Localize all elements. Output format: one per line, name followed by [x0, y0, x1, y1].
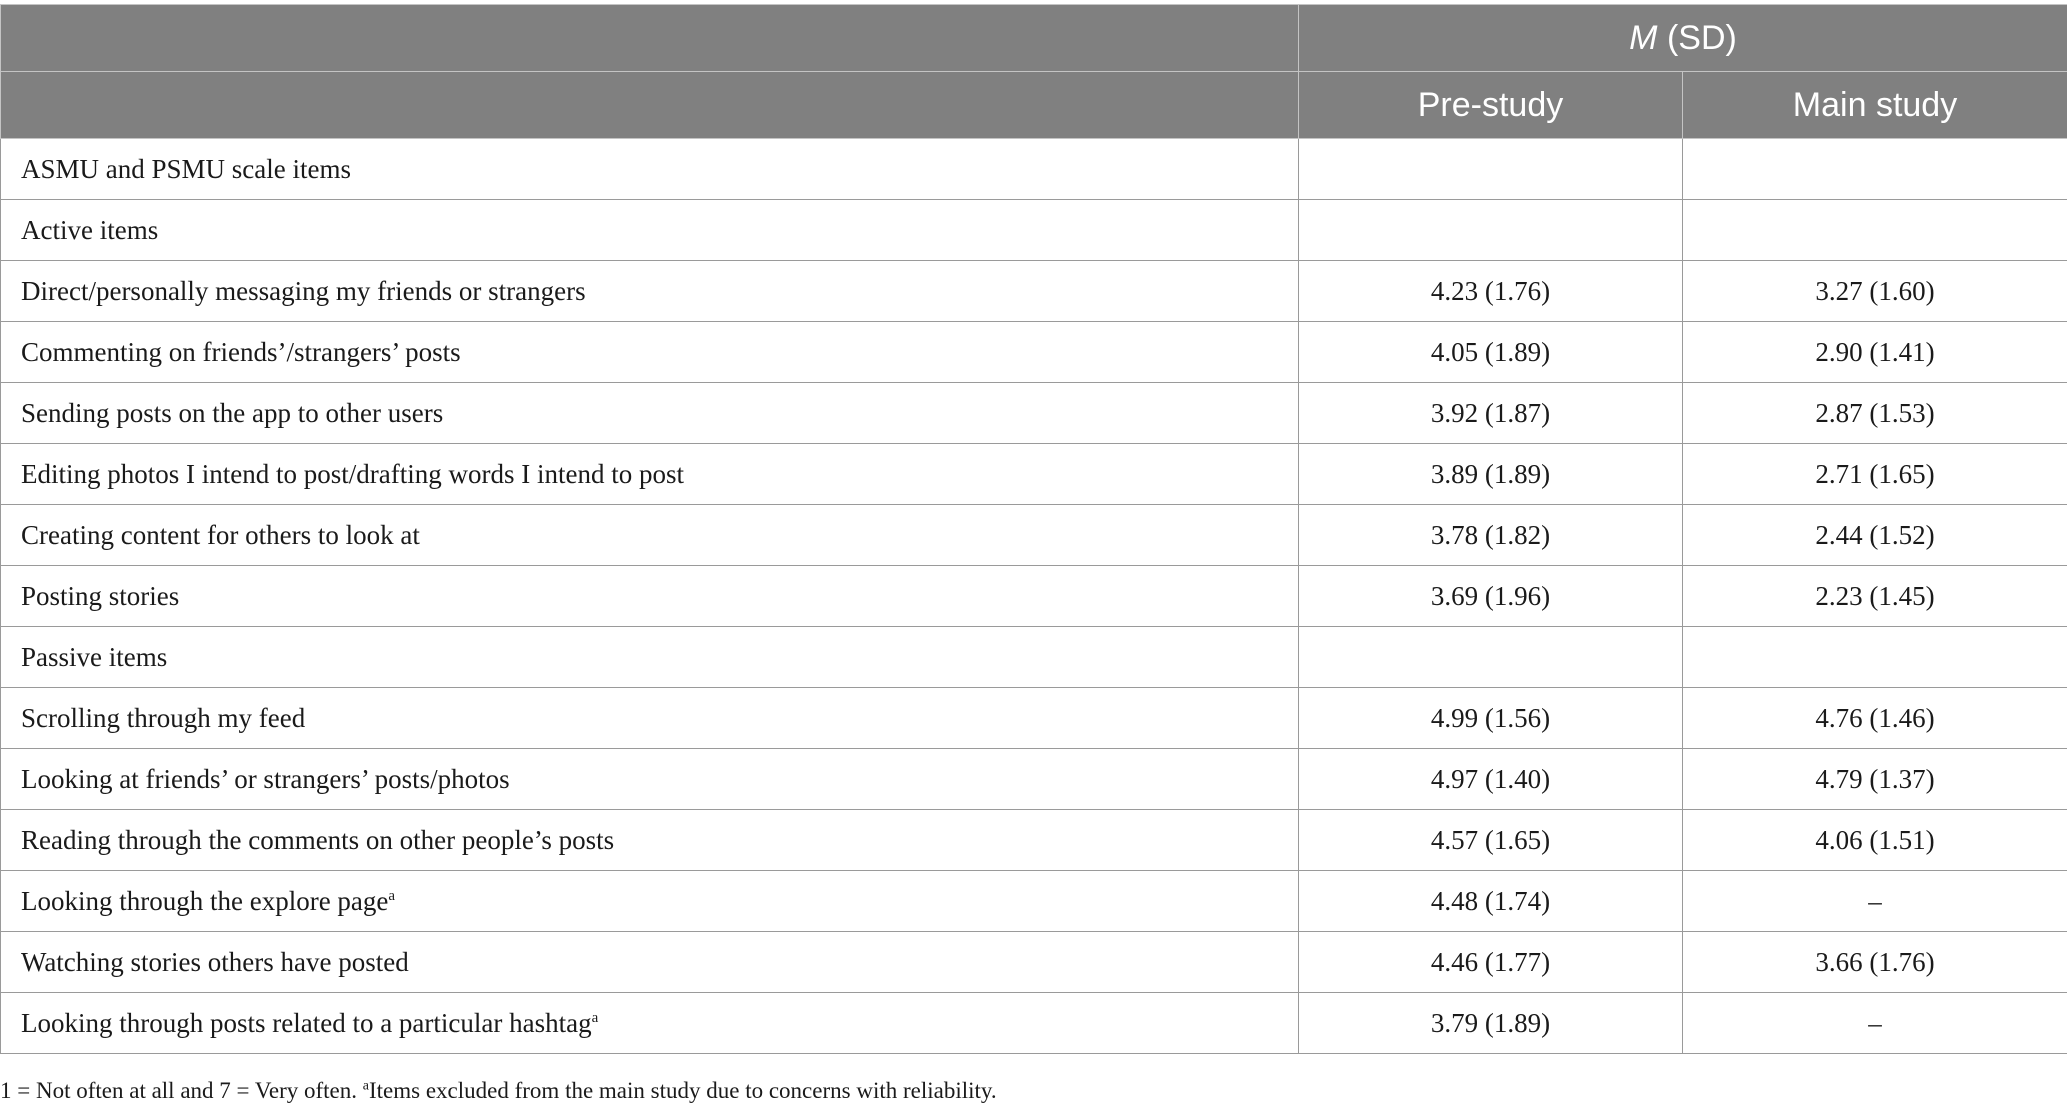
row-label: Direct/personally messaging my friends or strangers	[21, 275, 586, 306]
mainstudy-value: 2.44 (1.52)	[1683, 505, 2067, 566]
row-label-cell	[1, 444, 1299, 505]
mainstudy-value: 2.71 (1.65)	[1683, 444, 2067, 505]
table-row	[1, 383, 2067, 444]
row-label-cell	[1, 627, 1299, 688]
table-body	[1, 139, 2067, 1054]
row-label-cell	[1, 200, 1299, 261]
table-row	[1, 993, 2067, 1054]
mainstudy-value: 2.87 (1.53)	[1683, 383, 2067, 444]
prestudy-value: 4.97 (1.40)	[1299, 749, 1683, 810]
mainstudy-value: 2.90 (1.41)	[1683, 322, 2067, 383]
header-sd-label: (SD)	[1657, 18, 1737, 57]
mainstudy-value: 3.66 (1.76)	[1683, 932, 2067, 993]
table-row	[1, 261, 2067, 322]
row-label-cell	[1, 932, 1299, 993]
row-footnote-marker: a	[591, 1009, 599, 1026]
prestudy-value: 4.05 (1.89)	[1299, 322, 1683, 383]
table-row	[1, 566, 2067, 627]
mainstudy-value	[1683, 627, 2067, 688]
header-prestudy: Pre-study	[1299, 72, 1683, 139]
row-label: Looking through posts related to a particular hashtag	[21, 1007, 592, 1038]
prestudy-value	[1299, 627, 1683, 688]
prestudy-value: 4.57 (1.65)	[1299, 810, 1683, 871]
table-row	[1, 444, 2067, 505]
row-label-cell	[1, 993, 1299, 1054]
table-row	[1, 749, 2067, 810]
row-label-cell	[1, 505, 1299, 566]
prestudy-value: 3.92 (1.87)	[1299, 383, 1683, 444]
row-label: Active items	[21, 214, 159, 245]
prestudy-value: 4.46 (1.77)	[1299, 932, 1683, 993]
mainstudy-value: 4.76 (1.46)	[1683, 688, 2067, 749]
row-label: Looking through the explore page	[21, 885, 389, 916]
row-label-cell	[1, 871, 1299, 932]
header-row-columns	[1, 72, 2067, 139]
row-label: Watching stories others have posted	[21, 946, 409, 977]
row-label-cell	[1, 810, 1299, 871]
table-row	[1, 200, 2067, 261]
prestudy-value: 4.99 (1.56)	[1299, 688, 1683, 749]
prestudy-value: 3.79 (1.89)	[1299, 993, 1683, 1054]
footnote-marker: a	[362, 1078, 369, 1094]
row-label-cell	[1, 322, 1299, 383]
row-label-cell	[1, 566, 1299, 627]
mainstudy-value: 2.23 (1.45)	[1683, 566, 2067, 627]
table-row	[1, 871, 2067, 932]
header-blank-cell-2	[1, 72, 1299, 139]
row-label: Creating content for others to look at	[21, 519, 420, 550]
mainstudy-value: –	[1683, 993, 2067, 1054]
header-m-label: M	[1629, 18, 1658, 57]
row-label: Posting stories	[21, 580, 180, 611]
table-row	[1, 505, 2067, 566]
row-label-cell	[1, 139, 1299, 200]
table-header	[1, 5, 2067, 139]
table-row	[1, 627, 2067, 688]
row-label: Passive items	[21, 641, 168, 672]
prestudy-value: 3.69 (1.96)	[1299, 566, 1683, 627]
mainstudy-value	[1683, 139, 2067, 200]
footnote-note-text: Items excluded from the main study due to concerns with reliability.	[369, 1078, 997, 1103]
scale-items-table	[0, 4, 2067, 1054]
prestudy-value	[1299, 200, 1683, 261]
table-row	[1, 810, 2067, 871]
mainstudy-value: 3.27 (1.60)	[1683, 261, 2067, 322]
mainstudy-value: 4.79 (1.37)	[1683, 749, 2067, 810]
header-blank-cell	[1, 5, 1299, 72]
table-row	[1, 932, 2067, 993]
table-row	[1, 139, 2067, 200]
mainstudy-value: 4.06 (1.51)	[1683, 810, 2067, 871]
row-label-cell	[1, 688, 1299, 749]
row-label: Commenting on friends’/strangers’ posts	[21, 336, 461, 367]
row-label: Sending posts on the app to other users	[21, 397, 444, 428]
row-label-cell	[1, 749, 1299, 810]
prestudy-value: 4.23 (1.76)	[1299, 261, 1683, 322]
table-row	[1, 322, 2067, 383]
prestudy-value: 4.48 (1.74)	[1299, 871, 1683, 932]
mainstudy-value	[1683, 200, 2067, 261]
header-msd-group	[1299, 5, 2067, 72]
row-label-cell	[1, 261, 1299, 322]
row-label: Scrolling through my feed	[21, 702, 306, 733]
row-label: Editing photos I intend to post/drafting words I intend to post	[21, 458, 684, 489]
prestudy-value: 3.78 (1.82)	[1299, 505, 1683, 566]
table-footnote	[0, 1078, 997, 1104]
table-row	[1, 688, 2067, 749]
mainstudy-value: –	[1683, 871, 2067, 932]
row-label-cell	[1, 383, 1299, 444]
header-mainstudy: Main study	[1683, 72, 2067, 139]
footnote-scale-text: 1 = Not often at all and 7 = Very often.	[0, 1078, 363, 1103]
header-row-group	[1, 5, 2067, 72]
results-table-container	[0, 4, 2067, 1054]
prestudy-value: 3.89 (1.89)	[1299, 444, 1683, 505]
row-label: Reading through the comments on other people’s posts	[21, 824, 615, 855]
row-label: Looking at friends’ or strangers’ posts/photos	[21, 763, 510, 794]
row-label: ASMU and PSMU scale items	[21, 153, 351, 184]
prestudy-value	[1299, 139, 1683, 200]
row-footnote-marker: a	[388, 887, 396, 904]
